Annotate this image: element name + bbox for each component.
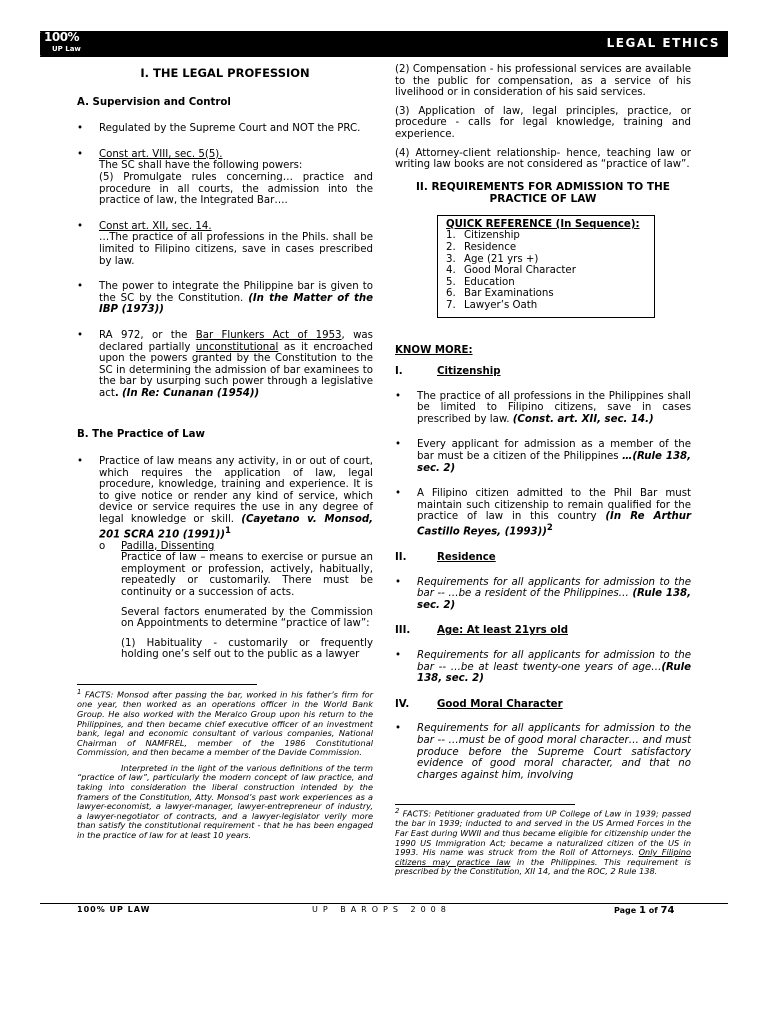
paragraph: (4) Attorney-client relationship- hence, teaching law or writing law books are not considered as “practice of law”.	[395, 147, 691, 171]
bullet-text: • Requirements for all applicants for admission to the bar -- …must be of good moral character… and must produce before the Supreme Court satisfactory evidence of good moral character, and that no charges against him, involving	[417, 723, 691, 781]
subheading-a: A. Supervision and Control	[77, 96, 231, 108]
bullet-text: The practice of all professions in the Philippines shall be limited to Filipino citizens, save in cases prescribed by law.	[417, 390, 691, 425]
list-item	[395, 391, 691, 426]
list-item	[77, 149, 373, 207]
citation: Const art. XII, sec. 14.	[99, 220, 212, 232]
bullet-text: Requirements for all applicants for admission to the bar -- …be at least twenty-one years of age…	[417, 649, 691, 673]
list-item	[395, 650, 691, 685]
current-page: 1	[638, 905, 646, 916]
right-column	[395, 64, 691, 795]
quick-reference-item	[446, 265, 646, 277]
footnote-1	[77, 688, 373, 847]
list-item	[395, 439, 691, 474]
item-number: 1.	[446, 230, 456, 242]
bullet-text: RA 972, or the	[99, 329, 196, 341]
heading-age	[395, 625, 691, 637]
list-item	[395, 723, 691, 781]
unconstitutional-term: unconstitutional	[195, 341, 279, 353]
bullet-text: Every applicant for admission as a member of the bar must be a citizen of the Philippines	[417, 439, 691, 463]
quick-reference-item	[446, 254, 646, 266]
list-item	[77, 123, 373, 135]
bullet-text: …The practice of all professions in the Phils. shall be limited to Filipino citizens, save in cases prescribed by law.	[99, 232, 373, 267]
bullet-text: , was declared partially	[99, 329, 373, 353]
item-text: Education	[464, 276, 515, 288]
bullet-text: • Regulated by the Supreme Court and NOT the PRC.	[99, 123, 361, 135]
footnote-text: FACTS: Petitioner graduated from UP College of Law in 1939; passed the bar in 1939; inducted to and served in the US Armed Forces in the Far East during WWII and thus became eligible for citizenship under the 1990 US Immigration Act; became a naturalized citizen of the US in 1993. His name was struck from the Roll of Attorneys.	[395, 808, 691, 858]
roman-numeral: II.	[395, 552, 407, 564]
case-citation: (Rule 138, sec. 2)	[417, 588, 692, 611]
heading-text: Good Moral Character	[437, 698, 563, 710]
list-item	[77, 221, 373, 267]
case-citation: (Cayetano v. Monsod, 201 SCRA 210 (1991))	[99, 514, 373, 541]
footnote-ref: 1	[225, 525, 231, 536]
item-number: 7.	[446, 299, 456, 311]
paragraph: (3) Application of law, legal principles, practice, or procedure - calls for legal knowledge, training and experience.	[395, 105, 691, 140]
bullet-text: Practice of law means any activity, in or out of court, which requires the application of law, legal procedure, knowledge, training and experience. It is to give notice or render any kind of service, which device or service requires the use in any degree of legal knowledge or skill.	[99, 456, 373, 526]
footer-divider	[40, 903, 728, 904]
footnote-2	[395, 807, 691, 883]
quick-reference-item	[446, 288, 646, 300]
item-number: 2.	[446, 241, 456, 253]
quick-reference-list	[446, 230, 646, 311]
header-bar	[40, 31, 728, 57]
list-item	[395, 488, 691, 538]
logo-number: 100%	[44, 30, 80, 44]
page-of: of	[645, 906, 661, 915]
list-item	[395, 577, 691, 612]
bullet-text: The power to integrate the Philippine bar is given to the SC by the Constitution.	[99, 281, 373, 304]
sub-text: Practice of law – means to exercise or pursue an employment or profession, actively, habitually, repeatedly or customarily. There must be continuity or a succession of acts.	[121, 552, 373, 598]
section-title: I. THE LEGAL PROFESSION	[140, 66, 310, 80]
quick-reference-title: QUICK REFERENCE (In Sequence):	[446, 218, 640, 230]
footnote-mark: 2	[395, 807, 400, 815]
item-text: Age (21 yrs +)	[464, 253, 539, 265]
page-number	[614, 905, 674, 916]
heading-text: Residence	[437, 552, 496, 564]
dissent-title: Padilla, Dissenting	[121, 540, 215, 552]
up-law-logo	[32, 28, 88, 62]
bullet-text: The SC shall have the following powers:	[99, 160, 303, 172]
quick-reference-item	[446, 300, 646, 312]
item-text: Good Moral Character	[464, 265, 576, 277]
item-text: Lawyer’s Oath	[464, 299, 538, 311]
item-number: 5.	[446, 276, 456, 288]
case-citation: (Rule 138, sec. 2)	[417, 661, 691, 685]
footnote-text: FACTS: Monsod after passing the bar, worked in his father’s firm for one year, then worked as an operations officer in the World Bank Group. He also worked with the Meralco Group upon his return to the Philippines, and then became chief executive officer of an investment bank, legal and economic consultant of various companies, National Chairman of NAMFREL, member of the 1986 Constitutional Commission, and then became a member of the Davide Commission.	[77, 689, 373, 758]
item-text: Residence	[464, 241, 517, 253]
roman-numeral: I.	[395, 366, 403, 378]
period: .	[114, 387, 119, 399]
section-title-2: II. REQUIREMENTS FOR ADMISSION TO THE PRACTICE OF LAW	[416, 180, 670, 205]
footer-left: 100% UP LAW	[77, 905, 151, 914]
item-text: Bar Examinations	[464, 288, 554, 300]
footnote-text: in the Philippines. This requirement is prescribed by the Constitution, XII 14, and the ROC, 2 Rule 138.	[395, 856, 691, 877]
footer-center: UP BAROPS 2008	[312, 905, 451, 914]
heading-text: Age: At least 21yrs old	[437, 625, 568, 637]
footnote-divider	[395, 804, 575, 805]
list-item	[77, 281, 373, 316]
sub-list-item	[99, 541, 373, 661]
list-item	[77, 456, 373, 661]
subheading-b: B. The Practice of Law	[77, 429, 205, 441]
case-citation: (Const. art. XII, sec. 14.)	[512, 413, 654, 425]
footnote-ref: 2	[546, 523, 553, 534]
page-label: Page	[614, 906, 639, 915]
case-citation: (In the Matter of the IBP (1973))	[99, 292, 373, 316]
roman-numeral: III.	[395, 625, 411, 637]
heading-text: Citizenship	[437, 366, 501, 378]
bullet-text: A Filipino citizen admitted to the Phil Bar must maintain such citizenship to remain qualified for the practice of law in this country	[417, 488, 691, 523]
footnote-emphasis: Only Filipino citizens may practice law	[395, 847, 692, 867]
heading-citizenship	[395, 366, 691, 378]
quick-reference-item	[446, 242, 646, 254]
citation: Const art. VIII, sec. 5(5).	[99, 148, 223, 160]
heading-good-moral	[395, 699, 691, 711]
item-number: 4.	[446, 265, 456, 277]
quick-reference-item	[446, 230, 646, 242]
logo-sub: UP Law	[52, 45, 81, 53]
case-citation: (In Re Arthur Castillo Reyes, (1993))	[417, 511, 691, 538]
paragraph: (2) Compensation - his professional services are available to the public for compensation, as a service of his livelihood or in consideration of his said services.	[395, 64, 691, 99]
bullet-text: as it encroached upon the powers granted by the Constitution to the SC in determining the admission of bar examinees to the bar by usurping such power through a legislative act	[99, 341, 373, 399]
know-more-heading: KNOW MORE:	[395, 344, 473, 356]
left-column	[77, 64, 373, 669]
total-pages: 74	[660, 905, 675, 916]
footnote-text: Interpreted in the light of the various definitions of the term “practice of law”, particularly the modern concept of law practice, and taking into consideration the liberal construction intended by the framers of the Constitution, Atty. Monsod’s past work experiences as a lawyer-economist, a lawyer-manager, lawyer-entrepreneur of industry, a lawyer-negotiator of contracts, and a lawyer-legislator verily more than satisfy the constitutional requirement - that he has been engaged in the practice of law for at least 10 years.	[77, 762, 373, 841]
roman-numeral: IV.	[395, 698, 410, 710]
bullet-text: (5) Promulgate rules concerning… practice and procedure in all courts, the admission into the practice of law, the Integrated Bar….	[99, 171, 373, 207]
quick-reference-box	[437, 215, 655, 318]
act-name: Bar Flunkers Act of 1953	[195, 329, 342, 341]
heading-residence	[395, 552, 691, 564]
sub-text: (1) Habituality - customarily or frequently holding one’s self out to the public as a lawyer	[121, 637, 373, 661]
case-citation: (In Re: Cunanan (1954))	[121, 387, 260, 399]
quick-reference-item	[446, 277, 646, 289]
footnote-mark: 1	[77, 688, 82, 696]
sub-text: Several factors enumerated by the Commission on Appointments to determine “practice of law”:	[121, 606, 373, 630]
item-text: Citizenship	[464, 230, 520, 242]
item-number: 6.	[446, 288, 456, 300]
bullet-text: Requirements for all applicants for admission to the bar -- …be a resident of the Philippines…	[417, 576, 691, 600]
header-title: LEGAL ETHICS	[606, 36, 720, 50]
list-item	[77, 330, 373, 400]
footnote-divider	[77, 684, 257, 685]
case-citation: …(Rule 138, sec. 2)	[417, 451, 692, 474]
item-number: 3.	[446, 253, 456, 265]
